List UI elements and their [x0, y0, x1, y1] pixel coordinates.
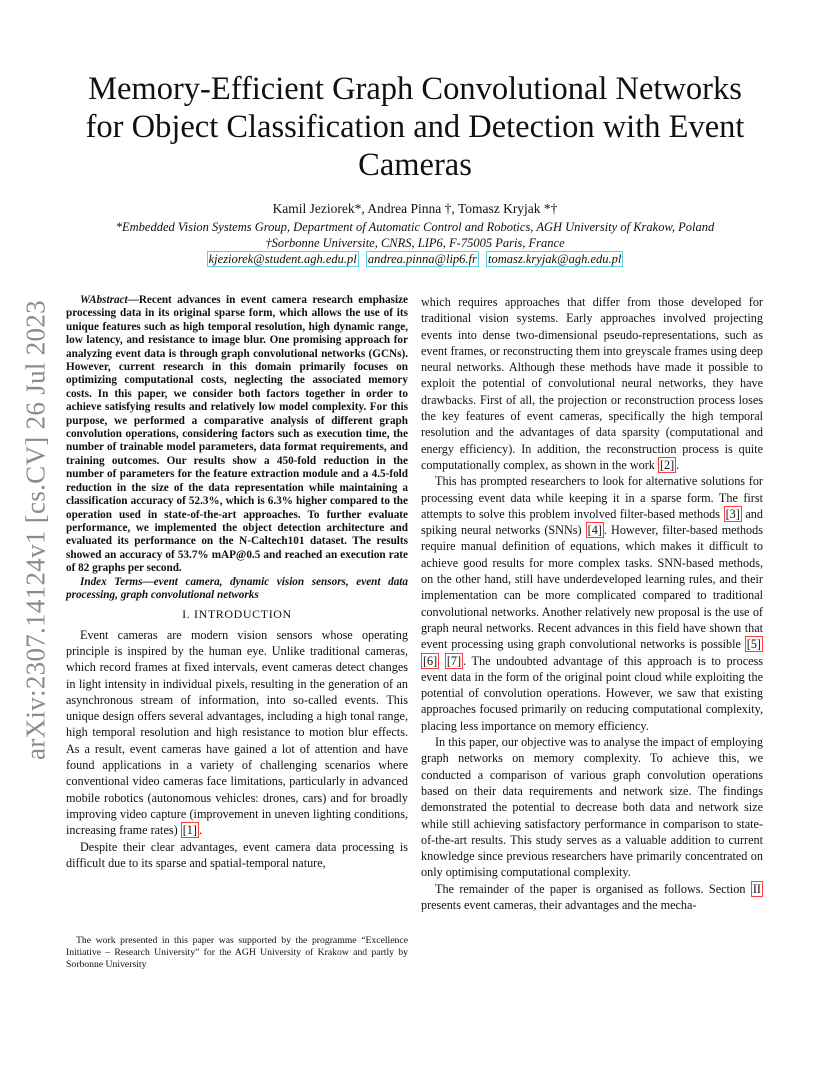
abstract-lead: WAbstract	[80, 294, 128, 306]
funding-footnote: The work presented in this paper was supported by the programme “Excellence Initiative – Research University” for the AGH University of Krakow and partly by Sorbonne University	[66, 935, 408, 970]
email-list	[70, 252, 760, 267]
abstract	[66, 294, 408, 576]
citation-link-1[interactable]: [1]	[182, 823, 197, 838]
citation-link-5[interactable]: [5]	[746, 637, 761, 652]
citation-link-6[interactable]: [6]	[423, 653, 438, 668]
right-column	[421, 294, 763, 913]
email-link-jeziorek[interactable]: kjeziorek@student.agh.edu.pl	[208, 252, 357, 266]
section-heading-introduction: I. INTRODUCTION	[182, 607, 292, 622]
paper-title: Memory-Efficient Graph Convolutional Networks for Object Classification and Detection with Event Cameras	[85, 71, 745, 183]
right-p2-text-a: This has prompted researchers to look for alternative solutions for processing event data while keeping it in a sparse form. The first attempts to solve this problem involved filter-based methods	[421, 474, 763, 521]
section-ref-link[interactable]: II	[752, 881, 761, 896]
right-p1-text: which requires approaches that differ from those developed for traditional vision systems. Early approaches involved projecting events into dense two-dimensional pseudo-representations, such as event frames, or reconstructing them into greyscale frames using deep neural networks. Although these methods have made it possible to exploit the potential of convolutional neural networks, they have drawbacks. First of all, the projection or reconstruction process loses the key features of event cameras, specifically the high temporal resolution and the advantages of data sparsity (computational and energy efficiency). In addition, the reconstruction process is quite computationally complex, as shown in the work	[421, 295, 763, 472]
right-paragraph-1	[421, 294, 763, 473]
citation-link-7[interactable]: [7]	[446, 653, 462, 668]
citation-link-3[interactable]: [3]	[725, 506, 740, 521]
right-p2-text-b: and spiking neural networks (SNNs)	[421, 506, 763, 538]
index-terms: Index Terms—event camera, dynamic vision sensors, event data processing, graph convolutional networks	[66, 575, 408, 601]
email-link-pinna[interactable]: andrea.pinna@lip6.fr	[367, 252, 477, 266]
left-column	[66, 294, 408, 871]
intro-p1-end: .	[198, 823, 202, 838]
right-paragraph-2	[421, 473, 763, 734]
citation-link-4[interactable]: [4]	[587, 523, 602, 538]
right-p4-text-b: presents event cameras, their advantages and the mecha-	[421, 897, 697, 912]
right-p1-end: .	[676, 457, 680, 472]
intro-paragraph-2: Despite their clear advantages, event camera data processing is difficult due to its sparse and spatial-temporal nature,	[66, 839, 408, 870]
citation-link-2[interactable]: [2]	[659, 457, 675, 472]
right-p2-text-d: . The undoubted advantage of this approach is to process event data in the form of the original point cloud while exploiting the potential of convolution operations. However, we saw that existing approaches focused primarily on reducing computational complexity, placing less importance on memory efficiency.	[421, 653, 763, 733]
right-p4-text-a: The remainder of the paper is organised as follows. Section	[435, 881, 751, 896]
right-p2-text-c: . However, filter-based methods require manual definition of equations, which makes it difficult to achieve good results for more complex tasks. SNN-based methods, on the other hand, still have underdeveloped learning rules, and their implementation can be more complicated compared to traditional convolutional networks. Another relatively new proposal is the use of graph neural networks. Recent advances in this field have shown that event processing using graph convolutional networks is possible	[421, 523, 763, 652]
arxiv-id-text: arXiv:2307.14124v1 [cs.CV] 26 Jul 2023	[20, 300, 51, 760]
affiliation-2: †Sorbonne Universite, CNRS, LIP6, F-75005 Paris, France	[265, 236, 565, 250]
arxiv-identifier-stamp	[18, 296, 54, 764]
right-paragraph-4	[421, 881, 763, 914]
author-list: Kamil Jeziorek*, Andrea Pinna †, Tomasz Kryjak *†	[272, 201, 558, 216]
affiliation-1: *Embedded Vision Systems Group, Department of Automatic Control and Robotics, AGH University of Krakow, Poland	[115, 220, 715, 234]
email-link-kryjak[interactable]: tomasz.kryjak@agh.edu.pl	[488, 252, 622, 266]
intro-p1-text: Event cameras are modern vision sensors whose operating principle is inspired by the human eye. Unlike traditional cameras, which record frames at fixed intervals, event cameras detect changes in light intensity in individual pixels, resulting in the generation of an asynchronous stream of information, into so-called events. This unique design offers several advantages, including a high tonal range, high temporal resolution and high resistance to motion blur effects. As a result, event cameras have gained a lot of attention and have found applications in a variety of challenging scenarios where conventional video cameras face limitations, particularly in advanced mobile robotics (autonomous vehicles: drones, cars) and for broadly improving video capture (improvement in uneven lighting conditions, increasing frame rates)	[66, 627, 408, 838]
right-paragraph-3: In this paper, our objective was to analyse the impact of employing graph networks on memory complexity. To achieve this, we conducted a comparison of various graph convolution operations based on their data requirements and network size. The findings demonstrated the potential to decrease both data and network size while still achieving satisfactory performance in comparison to state-of-the-art results. This study serves as a valuable addition to current knowledge since previous researchers have primarily concentrated on only optimising computational complexity.	[421, 735, 763, 880]
intro-paragraph-1	[66, 627, 408, 839]
abstract-text: —Recent advances in event camera research emphasize processing data in its original sparse form, which allows the use of its unique features such as high temporal resolution, high dynamic range, low latency, and resistance to image blur. One promising approach for analyzing event data is through graph convolutional networks (GCNs). However, current research in this domain primarily focuses on optimizing computational costs, neglecting the associated memory costs. In this paper, we consider both factors together in order to achieve satisfying results and relatively low model complexity. For this purpose, we performed a comparative analysis of different graph convolution operations, considering factors such as execution time, the number of trainable model parameters, data format requirements, and training outcomes. Our results show a 450-fold reduction in the number of parameters for the feature extraction module and a 4.5-fold reduction in the size of the data representation while maintaining a classification accuracy of 52.3%, which is 6.3% higher compared to the operation used in state-of-the-art approaches. To further evaluate performance, we implemented the object detection architecture and evaluated its performance on the N-Caltech101 dataset. The results showed an accuracy of 53.7% mAP@0.5 and reached an execution rate of 82 graphs per second.	[66, 294, 408, 575]
